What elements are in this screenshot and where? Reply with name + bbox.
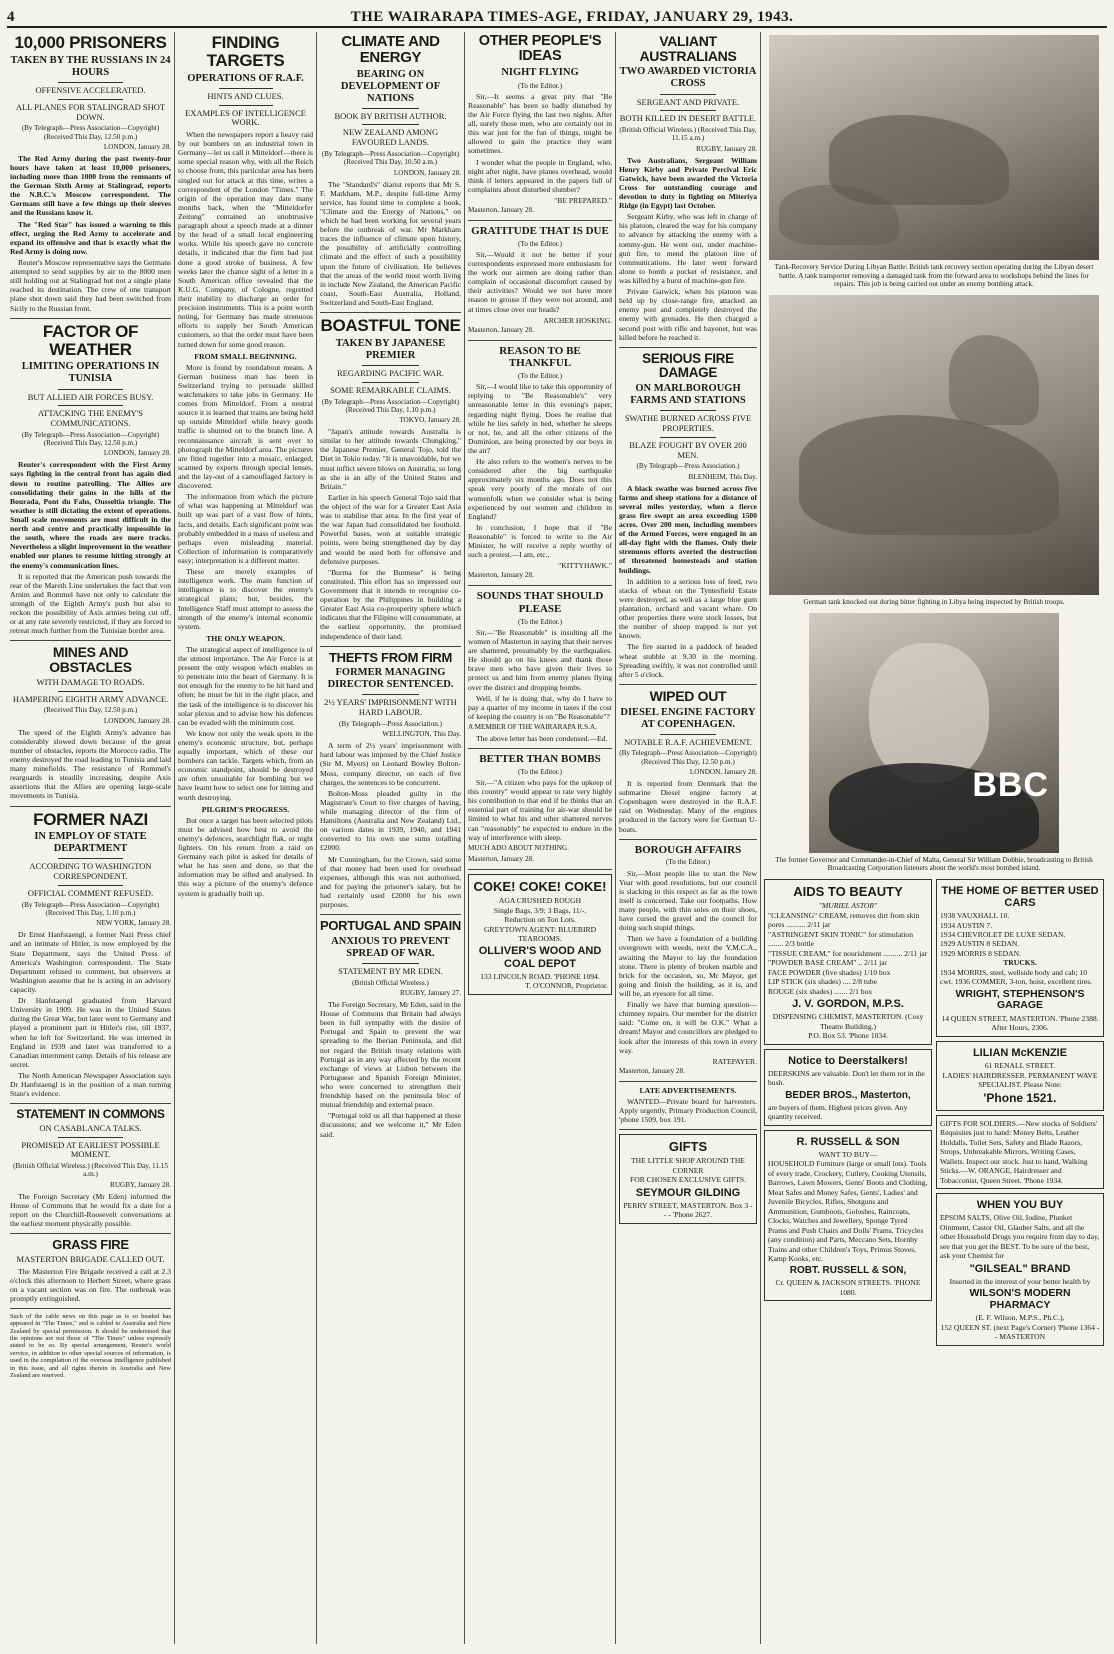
ad-name: OLLIVER'S WOOD AND COAL DEPOT — [478, 945, 602, 970]
dateline: RUGBY, January 28. — [110, 1180, 171, 1189]
ad-hairdresser — [936, 1041, 1104, 1111]
article-boastful — [320, 317, 461, 647]
letter-borough — [619, 844, 757, 1082]
ad-text: 1934 MORRIS, steel, wellside body and cab; 10 cwt. 1936 COMMER, 3-ton, hoist, excellent tires. — [940, 967, 1093, 987]
paragraph: The Foreign Secretary (Mr Eden) informed the House of Commons that he would fix a date for a report on the Churchill-Roosevelt conversations at the earliest moment physically possible. — [10, 1191, 171, 1229]
credit: (British Official Wireless.) (Received This Day, 11.15 a.m.) — [13, 1162, 168, 1179]
section-head: PILGRIM'S PROGRESS. — [201, 804, 290, 814]
footnote: Such of the cable news on this page as is so headed has appeared in "The Times," and is cabled to Australia and New Zealand by special permission. It should be understood that the opinions are not those of "The Times" unless expressly stated to be so. By special arrangement, Reuter's world service, in addition to other special sources of information, is used in the compilation of the overseas intelligence published in this issue, and all rights therein in Australia and New Zealand are reserved. — [10, 1313, 171, 1379]
ad-beauty — [764, 879, 932, 1045]
headline: FORMER NAZI — [33, 809, 148, 829]
subhead: ALL PLANES FOR STALINGRAD SHOT DOWN. — [15, 101, 166, 122]
paragraph: A term of 2½ years' imprisonment with hard labour was imposed by the Chief Justice (Sir M. Myers) on Leonard Bowley Bolton-Moss, company director, on each of five charges, the sentences to be concurrent. — [320, 741, 461, 787]
ad-item: 1929 AUSTIN 8 SEDAN. — [940, 939, 1020, 949]
subhead: OFFENSIVE ACCELERATED. — [35, 84, 146, 95]
subhead: ACCORDING TO WASHINGTON CORRESPONDENT. — [29, 861, 152, 882]
ad-russell — [764, 1130, 932, 1302]
headline: BOROUGH AFFAIRS — [634, 843, 742, 856]
paragraph: The strategical aspect of intelligence is of the utmost importance. The Air Force is at present the only weapon which enables us to penetrate into the heart of Germany. It is not enough for the enemy to be hit hard and often; he must be hit in the right place, and the task of the intelligence is to discover his solar plexus and to advise how his defences can be evaded with the minimum cost. — [178, 644, 313, 727]
headline: FACTOR OF WEATHER — [42, 321, 139, 359]
article-climate — [320, 34, 461, 313]
paragraph: Sir,—"Be Reasonable" is insulting all the women of Masterton in saying that their nerves are shattered, presumably by the earthquakes. He should go on his knees and thank those brave men who have given their lives to protect us and him from enemy planes flying over the district and dropping bombs. — [468, 627, 612, 692]
ad-coke — [468, 874, 612, 995]
letter-gratitude — [468, 225, 612, 341]
article-grassfire — [10, 1238, 171, 1309]
ad-line: GREYTOWN AGENT: BLUEBIRD TEAROOMS. — [483, 924, 597, 943]
paragraph: "Portugal told us all that happened at those discussions; and we welcome it," Mr Eden said. — [320, 1111, 461, 1139]
paragraph: Sergeant Kirby, who was left in charge of his platoon, cleared the way for his company to advance by attacking the enemy with a tommy-gun. He went out, under machine-gun fire, to mend the platoon line of communications. He later went forward alone to bomb a pocket of resistance, and was killed by a burst of machine-gun fire. — [619, 212, 757, 286]
article-thefts — [320, 651, 461, 916]
subhead: HINTS AND CLUES. — [207, 90, 284, 101]
ad-item: "TISSUE CREAM," for nourishment .......... 2/11 jar — [768, 948, 928, 958]
ad-item: "CLEANSING" CREAM, removes dirt from skin pores .......... 2/11 jar — [768, 910, 920, 930]
ad-headline: WHEN YOU BUY — [976, 1199, 1064, 1212]
ad-used-cars — [936, 879, 1104, 1037]
paragraph: I wonder what the people in England, who, night after night, have planes overhead, would think if letters appeared in the papers full of complaints about disturbed slumber? — [468, 157, 612, 194]
paragraph: A black swathe was burned across five farms and sheep stations for a distance of several miles yesterday, when a fierce grass fire swept an area exceeding 1500 acres. Over 200 men, including members of the Armed Forces, were engaged in an all-day fight with the flames. Only their strenuous efforts averted the destruction of threatened homesteads and station buildings. — [619, 483, 757, 575]
letter-bombs — [468, 753, 612, 870]
paragraph: These are merely examples of intelligence work. The main function of intelligence is to discover the enemy's strategical plans; but, besides, the Intelligence Staff must attempt to assess the strength of the enemy's internal economic system. — [178, 567, 313, 631]
paragraph: We know not only the weak spots in the enemy's economic structure, but, perhaps equally important, which of these our bombers can tackle. Targets which, from an economic standpoint, should be destroyed are often unsuitable for bombing but we have learnt how to select one for hitting and worth destroying. — [178, 728, 313, 802]
subhead: SERGEANT AND PRIVATE. — [636, 96, 740, 107]
article-wiped-out — [619, 689, 757, 840]
photo-caption: The former Governor and Commander-in-Chief of Malta, General Sir William Dobbie, broadcasting to British Broadcasting Corporation listeners about the world's most bombed island. — [775, 855, 1093, 873]
headline: THEFTS FROM FIRM — [328, 649, 453, 665]
ad-text: Inserted in the interest of your better health by — [949, 1276, 1091, 1286]
ad-text: GIFTS FOR SOLDIERS.—New stocks of Soldiers' Requisites just to hand: Money Belts, Leather Holdalls, Toilet Sets, Safety and Blade Razors, Strops, Unbreakable Mirrors, Writing Cases, Wallets. Inspect our stock. Just to hand, Walking Sticks.—W. ORANGE, Hairdresser and Tobacconist, Queen Street. 'Phone 1934. — [940, 1118, 1098, 1185]
column-6 — [761, 32, 1107, 1644]
deck: OPERATIONS OF R.A.F. — [187, 72, 304, 84]
signature: RATEPAYER. — [712, 1056, 757, 1066]
to-editor: (To the Editor.) — [517, 239, 562, 248]
ad-text: DEERSKINS are valuable. Don't let them rot in the bush. — [768, 1068, 925, 1088]
paragraph: Sir,—"A citizen who pays for the upkeep of this country" would appear to rate very highly his contribution to that end if he thinks that an essential part of training for air-war should be limited to what his and other shattered nerves can "reasonably" be expected to endure in the way of interference with sleep. — [468, 778, 612, 842]
subhead: OFFICIAL COMMENT REFUSED. — [27, 888, 154, 898]
deck: BEARING ON DEVELOPMENT OF NATIONS — [340, 68, 441, 104]
dateline: Masterton, January 28. — [468, 854, 534, 863]
paragraph: Bolton-Moss pleaded guilty in the Magistrate's Court to five charges of having, while managing director of the firm of Hamiltons (Australia and New Zealand) Ltd., on various dates in 1939, 1940, and 1941 converted to his own use sums totalling £2000. — [320, 788, 461, 853]
headline: BETTER THAN BOMBS — [479, 753, 601, 766]
credit: (By Telegraph—Press Association—Copyright) (Received This Day, 12.50 p.m.) — [21, 430, 160, 448]
dateline: BLENHEIM, This Day. — [688, 472, 757, 481]
column-3 — [317, 32, 465, 1644]
article-fire — [619, 352, 757, 685]
ad-address: Cr. QUEEN & JACKSON STREETS. 'PHONE 1080. — [775, 1278, 921, 1297]
ad-headline: GIFTS — [668, 1139, 708, 1155]
ad-line: AGA CRUSHED ROUGH — [498, 896, 582, 906]
paragraph: When the newspapers report a heavy raid by our bombers on an industrial town in Germany—let us call it Mitteldorf—there is some special reason why, with all the Reich to choose from, this particular area has been singled out for attack at this time, writes a correspondent of the London "Times." The origin of the operation may date many months back, when the "Mitteldorfer Zeitung" contained an unobtrusive paragraph about a speech made at a dinner by the head of a small local engineering works. While his speech gave no concrete details, it indicated that the firm had just done a good stroke of business. A few weeks later the chance sight of a letter in a South American office revealed that the K.U.G. Company, of Cologne, regretted their inability to discharge an order for precision instruments. This is a point worth noting, for Germany has made strenuous efforts to supply her South American customers, so that the order must have been turned down for some good reason. — [178, 130, 313, 349]
article-commons — [10, 1108, 171, 1234]
headline: BOASTFUL TONE — [320, 316, 461, 336]
paragraph: Mr Cunningham, for the Crown, said some of that money had been used for overhead expenses, although this was not authorised, and for paying the prisoner's salary, but he had certainly used £2000 for his own purposes. — [320, 854, 461, 910]
dateline: LONDON, January 28. — [103, 142, 171, 151]
section-head: FROM SMALL BEGINNING. — [194, 351, 297, 361]
ad-pharmacy — [936, 1193, 1104, 1346]
dateline: NEW YORK, January 28. — [96, 919, 171, 928]
subhead: REGARDING PACIFIC WAR. — [337, 368, 444, 379]
ad-line: FOR CHOSEN EXCLUSIVE GIFTS. — [629, 1175, 747, 1185]
article-portugal — [320, 919, 461, 1143]
ad-headline: Notice to Deerstalkers! — [788, 1054, 908, 1067]
ad-soldiers-gifts — [936, 1115, 1104, 1189]
ad-address: 133 LINCOLN ROAD. 'PHONE 1094. — [480, 971, 600, 981]
column-2 — [175, 32, 317, 1644]
subhead: STATEMENT BY MR EDEN. — [338, 965, 443, 976]
headline: FINDING TARGETS — [206, 33, 285, 70]
headline: WIPED OUT — [649, 687, 727, 704]
ad-brand: "MURIEL ASTOR" — [818, 901, 878, 911]
subhead: BUT ALLIED AIR FORCES BUSY. — [27, 391, 154, 402]
headline: CLIMATE AND ENERGY — [341, 33, 440, 66]
to-editor: (To the Editor.) — [665, 858, 710, 867]
ad-item: FACE POWDER (five shades) 1/10 box — [768, 967, 891, 977]
credit: (British Official Wireless.) — [352, 978, 429, 987]
article-prisoners — [10, 34, 171, 319]
dateline: LONDON, January 28. — [689, 768, 757, 777]
article-valiant — [619, 34, 757, 348]
headline: MINES AND OBSTACLES — [49, 644, 132, 676]
dateline: WELLINGTON, This Day. — [382, 730, 461, 739]
bbc-label: BBC — [972, 765, 1049, 804]
letter-night-flying — [468, 34, 612, 221]
paragraph: "Japan's attitude towards Australia is similar to her attitude towards Chungking," the Japanese Premier, General Tojo, told the Diet in Tokio today. "It is unavoidable, but we must inflict severe blows on Australia, so long as she is an ally of the United States and Britain." — [320, 427, 461, 491]
to-editor: (To the Editor.) — [517, 617, 562, 626]
subhead: 2½ YEARS' IMPRISONMENT WITH HARD LABOUR. — [324, 697, 457, 718]
ad-item: 1938 VAUXHALL 10. — [940, 911, 1010, 921]
ad-brand: "GILSEAL" BRAND — [969, 1262, 1071, 1275]
columns — [7, 32, 1107, 1644]
column-4 — [465, 32, 616, 1644]
ad-address: 152 QUEEN ST. (next Page's Corner) 'Phone 1364 - - MASTERTON — [940, 1322, 1100, 1342]
credit: (By Telegraph—Press Association—Copyright) (Received This Day, 1.10 p.m.) — [321, 397, 460, 414]
subhead: PROMISED AT EARLIEST POSSIBLE MOMENT. — [21, 1139, 160, 1160]
paragraph: Reuter's correspondent with the First Army says fighting in the central front has again died down to routine patrolling. The Allies are consolidating their gains in the hills of the Bourada, Pont du Fahs, Ousseltia triangle. The weather is still dictating the extent of operations. Small scale movements are most difficult in the north and centre and practically impossible in the south, where the roads are mere tracks. Nevertheless a slight improvement in the weather enabled our planes to resume hitting strongly at the enemy's communication lines. — [10, 460, 171, 570]
deck: TAKEN BY THE RUSSIANS IN 24 HOURS — [10, 54, 171, 78]
paragraph: The Red Army during the past twenty-four hours have taken at least 10,000 prisoners, including more than 1000 from the remnants of the German Sixth Army at Stalingrad, reports the N.B.C.'s Moscow correspondent. The Germans still have a few things up their sleeves and the Russians know it. — [10, 153, 171, 218]
deck: IN EMPLOY OF STATE DEPARTMENT — [34, 831, 147, 855]
ad-line: Single Bags, 3/9; 3 Bags, 11/-. — [493, 905, 587, 915]
ad-proprietor: T. O'CONNOR, Proprietor. — [525, 981, 608, 991]
deck: TWO AWARDED VICTORIA CROSS — [619, 66, 757, 90]
subhead: WITH DAMAGE TO ROADS. — [36, 676, 145, 687]
ad-sub: TRUCKS. — [1003, 958, 1037, 968]
paragraph: Finally we have that burning question—chimney repairs. Our member for the district said: "Come on, it will be O.K." What a dream! Mayor and councillors are pledged to look after the interests of this town in every way. — [619, 1000, 757, 1055]
ad-address: 14 QUEEN STREET, MASTERTON. 'Phone 2388. After Hours, 2306. — [941, 1014, 1099, 1033]
deck: TAKEN BY JAPANESE PREMIER — [335, 337, 446, 361]
paragraph: Then we have a foundation of a building overgrown with weeds, next the Y.M.C.A., awaiting the Mayor to lay the foundation stone. There is plenty of broken marble and brick for the occasion, so, Mr Mayor, get going and finish the building, as it is, and will be, an eyesore for all time. — [619, 934, 757, 999]
article-mines — [10, 645, 171, 806]
paragraph: Earlier in his speech General Tojo said that the object of the war for a Greater East Asia was to stabilise that area. In the first year of the war Japan had consolidated her foothold. Powerful bases, won at suitable strategic points, were being strengthened day by day and would be used both for offensive and defensive purposes. — [320, 492, 461, 566]
photo-caption: Tank-Recovery Service During Libyan Battle: British tank recovery section operating during the Libyan desert battle. A tank transporter removing a damaged tank from the forward area to workshops behind the lines for repairs. This job is being carried out under an enemy bombing attack. — [774, 263, 1094, 289]
to-editor: (To the Editor.) — [517, 767, 562, 776]
signature: "KITTYHAWK." — [558, 561, 612, 571]
dateline: Masterton, January 28. — [468, 205, 534, 214]
dateline: RUGBY, January 27. — [400, 989, 461, 998]
ad-phone: 'Phone 1521. — [983, 1090, 1057, 1105]
ads-right — [936, 879, 1104, 1350]
late-advertisements — [619, 1086, 757, 1130]
ad-address: 61 RENALL STREET. — [984, 1061, 1056, 1071]
paragraph: The North American Newspaper Association says Dr Hanfstaengl is in the position of a man turning State's evidence. — [10, 1070, 171, 1099]
headline: 10,000 PRISONERS — [14, 33, 167, 52]
ad-item: LIP STICK (six shades) .... 2/8 tube — [768, 977, 877, 987]
ad-name: BEDER BROS., Masterton, — [785, 1089, 911, 1101]
to-editor: (To the Editor.) — [517, 371, 562, 380]
ad-name: WILSON'S MODERN PHARMACY — [969, 1287, 1071, 1311]
paragraph: Dr Hanfstaengl graduated from Harvard University in 1909. He was in the United States during the Great War, but later went to Germany and played a prominent part in Hitler's rise, till 1937, when he left for Switzerland. He was interned in England in 1939 and later was transferred to a Canadian internment camp. Details of his release are secret. — [10, 996, 171, 1069]
ad-text: EPSOM SALTS, Olive Oil, Iodine, Plunket Ointment, Castor Oil, Glauber Salts, and all the other Household Drugs you require from day to day, see that you get the BEST. To be sure of the best, ask your Chemist for — [940, 1213, 1100, 1261]
article-nazi — [10, 811, 171, 1105]
paragraph: The Foreign Secretary, Mr Eden, said in the House of Commons that Britain had always been in full sympathy with the desire of Portugal and Spain to prevent the war spreading to the Iberian Peninsula, and did not regard the British treaty relations with Portugal as in any way affected by the recent exchange of views at Lisbon between the Portuguese and Spanish Foreign Minister, who were concerned to strengthen their friendship based on the peninsula bloc of mutual friendship and external peace. — [320, 1000, 461, 1110]
ad-line: THE LITTLE SHOP AROUND THE CORNER — [631, 1156, 745, 1175]
deck: FORMER MANAGING DIRECTOR SENTENCED. — [327, 667, 454, 691]
ad-name: J. V. GORDON, M.P.S. — [792, 997, 904, 1010]
headline: VALIANT AUSTRALIANS — [639, 33, 737, 64]
paragraph: Dr Ernst Hanfstaengl, a former Nazi Press chief and an intimate of Hitler, is now employed by the State Department, says the United Press of America's Washington correspondent. The State Department refused to comment, but observers at Washington assume that he is acting in an advisory capacity. — [10, 930, 171, 994]
ad-item: "ASTRINGENT SKIN TONIC" for stimulation ........ 2/3 bottle — [768, 929, 913, 949]
credit: (By Telegraph—Press Association—Copyright) (Received This Day, 12.50 p.m.) — [619, 749, 757, 766]
headline: SERIOUS FIRE DAMAGE — [642, 350, 734, 380]
photo-tank-recovery — [769, 35, 1099, 260]
ad-deerstalkers — [764, 1049, 932, 1126]
subhead: NEW ZEALAND AMONG FAVOURED LANDS. — [342, 127, 439, 148]
credit: (By Telegraph—Press Association—Copyright) (Received This Day, 12.50 p.m.) — [21, 124, 160, 141]
subhead: BLAZE FOUGHT BY OVER 200 MEN. — [629, 439, 747, 460]
page-number: 4 — [7, 9, 15, 25]
dateline: TOKYO, January 28. — [399, 416, 461, 425]
dateline: Masterton, January 28. — [468, 325, 534, 334]
paragraph: Private Gatwick, when his platoon was held up by close-range fire, attacked an enemy post and completely destroyed the enemy with grenades. He then charged a second post with rifle and bayonet, but was killed before he reached it. — [619, 287, 757, 342]
ad-sub: WANT TO BUY— — [818, 1149, 878, 1159]
paragraph: Sir,—I would like to take this opportunity of replying to "Be Reasonable's" very unreasonable letter in this evening's paper, regarding night flying. Does he realise that while he lies safely in bed, whether he sleeps or not, he, and all the other citizens of the Dominion, are being protected by our boys in the air? — [468, 382, 612, 455]
editor-note: The above letter has been condensed.—Ed. — [476, 733, 608, 743]
ad-desc: LADIES' HAIRDRESSER. PERMANENT WAVE SPECIALIST. Please Note: — [942, 1070, 1098, 1090]
paragraph: In conclusion, I hope that if "Be Reasonable" is forced to write to the Air Minister, he will receive a reply worthy of such a protest.—I am, etc., — [468, 522, 612, 560]
ad-headline: AIDS TO BEAUTY — [793, 883, 903, 899]
paragraph: The speed of the Eighth Army's advance has considerably slowed down because of the great number of obstacles, reports the Morocco radio. The enemy destroyed the road leading to Tunisia and laid many minefields. The resistance of Rommel's rearguards is steadily increasing, despite Axis assertions that the Allies are opening large-scale movements in Tunisia. — [10, 727, 171, 801]
subhead: HAMPERING EIGHTH ARMY ADVANCE. — [12, 693, 169, 704]
dateline: Masterton, January 28. — [619, 1066, 685, 1075]
ad-item: ROUGE (six shades) ....... 2/1 box — [768, 986, 873, 996]
paragraph: It is reported from Denmark that the submarine Diesel engine factory at Copenhagen were destroyed in the R.A.F. raid on Wednesday. Many of the engines produced in the factory were for German U-boats. — [619, 779, 757, 834]
paragraph: Sir,—Would it not be better if your correspondents expressed more enthusiasm for the work our airmen are doing rather than complain of occasional discomfort caused by their activities? Would we not have more reason to grouse if they were not around, and at times close over our heads? — [468, 249, 612, 314]
paragraph: The "Red Star" has issued a warning to this effect, urging the Red Army to accelerate and expand its offensive and that is exactly what the Red Army is doing now. — [10, 219, 171, 256]
ad-line: Reduction on Ton Lots. — [504, 915, 576, 925]
subhead: BOOK BY BRITISH AUTHOR. — [334, 110, 447, 121]
subhead: ON CASABLANCA TALKS. — [39, 1122, 142, 1133]
headline: PORTUGAL AND SPAIN — [320, 918, 461, 934]
ad-desc: DISPENSING CHEMIST, MASTERTON. (Cosy Theatre Building.) — [772, 1012, 924, 1031]
paragraph: The fire started in a paddock of headed wheat stubble at 9.30 in the morning. Spreading swiftly, it was not controlled until after 5 o'clock. — [619, 642, 757, 679]
ad-footer: ROBT. RUSSELL & SON, — [789, 1265, 907, 1277]
letter-thankful — [468, 345, 612, 587]
dateline: RUGBY, January 28. — [696, 144, 757, 153]
dateline: Masterton, January 28. — [468, 571, 534, 580]
deck: DIESEL ENGINE FACTORY AT COPENHAGEN. — [620, 706, 756, 730]
masthead-title: THE WAIRARAPA TIMES-AGE, FRIDAY, JANUARY 29, 1943. — [350, 9, 794, 25]
ad-item: 1929 MORRIS 8 SEDAN. — [940, 948, 1022, 958]
headline: GRATITUDE THAT IS DUE — [471, 224, 609, 237]
ad-address: PERRY STREET, MASTERTON. Box 3 - - - 'Phone 2627. — [623, 1200, 753, 1220]
paragraph: The "Standard's" diarist reports that Mr S. F. Markham, M.P., despite full-time Army service, has found time to complete a book, "Climate and the Energy of Nations," on which he had been working for several years before the outbreak of war. Mr Markham traces the influence of climate upon history, the possibility of artificially controlling climate and the effect of such a possibility upon the future of civilisation. He believes that the areas of the world most worth living in include New Zealand, the American Pacific coast, South-East Australia, Holland, Switzerland and South-East England. — [320, 179, 461, 307]
subhead: BOTH KILLED IN DESERT BATTLE. — [619, 113, 757, 124]
subhead: MASTERTON BRIGADE CALLED OUT. — [16, 1253, 165, 1264]
photo-caption: German tank knocked out during bitter fighting in Libya being inspected by British troops. — [803, 597, 1065, 606]
credit: (By Telegraph—Press Association.) — [339, 719, 442, 728]
paragraph: The information from which the picture of what was happening at Mitteldorf was built up was part of a vast flow of hints, facts, and details. Each significant point was probably embedded in a mass of useless and perhaps even misleading material. Collection of information is comparatively easy; interpretation is a different matter. — [178, 492, 313, 565]
credit: (British Official Wireless.) (Received This Day, 11.15 a.m.) — [619, 126, 757, 143]
credit: (By Telegraph—Press Association.) — [636, 462, 740, 471]
headline: GRASS FIRE — [52, 1237, 129, 1253]
deck: ON MARLBOROUGH FARMS AND STATIONS — [630, 383, 746, 407]
section-head: THE ONLY WEAPON. — [206, 633, 285, 643]
dateline: LONDON, January 28. — [103, 449, 171, 458]
dateline: LONDON, January 28. — [103, 716, 171, 725]
ad-address: P.O. Box 53. 'Phone 1034. — [808, 1031, 888, 1041]
headline: REASON TO BE THANKFUL — [499, 344, 581, 370]
letter-sounds — [468, 590, 612, 749]
subhead: EXAMPLES OF INTELLIGENCE WORK. — [185, 107, 306, 128]
subhead: SWATHE BURNED ACROSS FIVE PROPERTIES. — [624, 413, 752, 434]
to-editor: (To the Editor.) — [517, 81, 562, 90]
ad-headline: COKE! COKE! COKE! — [473, 878, 607, 894]
ad-item: 1934 AUSTIN 7. — [940, 920, 993, 930]
section-head: LATE ADVERTISEMENTS. — [639, 1085, 737, 1095]
paragraph: In addition to a serious loss of feed, two stacks of wheat on the Tyntesfield Estate were destroyed, as well as a large blue gum plantation, orchard and vacant whare. On other properties there were stock losses, but the number of sheep trapped is not yet known. — [619, 576, 757, 641]
ad-text: HOUSEHOLD Furniture (large or small lots). Tools of every trade, Crockery, Cutlery, Cooking Utensils, Barrows, Lawn Mowers, Gents' Boots and Clothing, Meat Safes and Money Safes, Gents', Ladies' and Juvenile Bicycles, Rifles, Shotguns and Ammunition, Gumboots, Goloshes, Raincoats, Clocks, Watches and Jewellery, Sponge Tyred Prams and Push Chairs and Dolls' Prams, Tricycles (any condition) and Parts, Meccano Sets, Hornby Trains and other Children's Toys, Primus Stoves, Kamp Kooks, etc. — [768, 1159, 928, 1263]
credit: (By Telegraph—Press Association—Copyright) (Received This Day, 10.50 a.m.) — [321, 149, 460, 167]
ad-text: are buyers of them. Highest prices given. Any quantity received. — [768, 1102, 908, 1122]
paragraph: More is found by roundabout means. A German business man has been in Switzerland trying to persuade skilled watchmakers to take jobs in Germany. He comes from Mitteldorf. From a neutral source it is learned that trains are being held up outside Mitteldorf while heavy goods traffic is shunted on to the branch line. A reconnaissance aircraft is sent over to photograph the Mitteldorf area. The pictures are fitted together into a mosaic, enlarged, scanned by experts through special lenses, and the lay-out of a camouflaged factory is discovered. — [178, 362, 313, 491]
ad-name: SEYMOUR GILDING — [635, 1186, 741, 1199]
article-weather — [10, 323, 171, 642]
deck: NIGHT FLYING — [501, 67, 579, 79]
dateline: LONDON, January 28. — [393, 168, 461, 177]
paragraph: But once a target has been selected pilots must be advised how best to avoid the enemy's defences, searchlight flak, or night fighters. On his return from a raid on Germany each pilot is asked for details of what he has seen and done, so that the information may be sifted and analysed. In this way a picture of the enemy's defence system is gradually built up. — [178, 815, 313, 898]
subhead: ATTACKING THE ENEMY'S COMMUNICATIONS. — [37, 408, 144, 429]
ad-gifts — [619, 1134, 757, 1224]
newspaper-page — [7, 4, 1107, 1644]
photo-dobbie-broadcast — [809, 613, 1059, 853]
signature: ARCHER HOSKING. — [543, 315, 612, 325]
masthead — [7, 4, 1107, 28]
paragraph: Sir,—Most people like to start the New Year with good resolutions, but our council is slacking in this respect as far as the town itself is concerned. Take our footpaths. How many people, with thin soles on their shoes, have cursed the gravel and the council for doing such stupid things. — [619, 868, 757, 933]
photo-german-tank — [769, 295, 1099, 595]
headline: OTHER PEOPLE'S IDEAS — [478, 33, 602, 65]
ad-headline: THE HOME OF BETTER USED CARS — [941, 884, 1099, 909]
deck: ANXIOUS TO PREVENT SPREAD OF WAR. — [331, 935, 450, 959]
paragraph: Sir,—It seems a great pity that "Be Reasonable" has been so badly disturbed by the Air Force flying the last two nights. After all, surely those men, who are certainly not in this war just for the fun of things, might be allowed to gain the practice they want sometimes. — [468, 91, 612, 156]
column-5 — [616, 32, 761, 1644]
paragraph: The Masterton Fire Brigade received a call at 2.3 o'clock this afternoon to Herbert Street, where grass on a vacant section was on fire. The outbreak was promptly extinguished. — [10, 1266, 171, 1303]
paragraph: Two Australians, Sergeant William Henry Kirby and Private Percival Eric Gatwick, have been awarded the Victoria Cross for outstanding courage and devotion to duty in fighting on Miteriya Ridge (in Egypt) last October. — [619, 155, 757, 211]
ad-item: "POWDER BASE CREAM" .. 2/11 jar — [768, 958, 888, 968]
credit: (By Telegraph—Press Association—Copyright) (Received This Day, 1.10 p.m.) — [21, 900, 160, 918]
ads-left — [764, 879, 932, 1350]
ads-area — [764, 879, 1104, 1350]
signature: "BE PREPARED." — [554, 195, 612, 205]
ad-desc: (E. F. Wilson, M.P.S., Ph.C.), — [975, 1313, 1065, 1323]
ad-name: WRIGHT, STEPHENSON'S GARAGE — [955, 987, 1085, 1012]
signature: A MEMBER OF THE WAIRARAPA R.S.A. — [468, 722, 597, 731]
credit: (Received This Day, 12.50 p.m.) — [43, 706, 138, 715]
ad-name: R. RUSSELL & SON — [796, 1135, 900, 1148]
paragraph: "Burma for the Burmese" is being constituted. This effort has so impressed our Government that it intends to recognise co-operation by the Philippines in building a Greater East Asia co-prosperity sphere which indicates that the Filipino will consummate, at the earliest opportunity, the promised independence of their land. — [320, 567, 461, 641]
article-targets — [178, 34, 313, 903]
subhead: NOTABLE R.A.F. ACHIEVEMENT. — [624, 736, 752, 747]
headline: STATEMENT IN COMMONS — [16, 1107, 165, 1122]
paragraph: Well, if he is doing that, why do I have to pay a quarter of my income in taxes if the cost of keeping the country is on "Be Reasonable"? — [468, 693, 612, 721]
paragraph: Reuter's Moscow representative says the Germans attempted to send supplies by air to the 8000 men still holding out at Stalingrad but not a single plane reached its destination. The crew of one transport plane shot down said they had been switched from Sicily to the Russian front. — [10, 258, 171, 313]
ad-item: 1934 CHEVROLET DE LUXE SEDAN. — [940, 930, 1066, 939]
ad-name: LILIAN McKENZIE — [972, 1046, 1068, 1059]
paragraph: WANTED—Private board for harvesters. Apply urgently, Primary Production Council, 'phone 1509, box 191. — [619, 1096, 757, 1125]
signature: MUCH ADO ABOUT NOTHING. — [468, 843, 569, 852]
deck: LIMITING OPERATIONS IN TUNISIA — [21, 361, 160, 385]
headline: SOUNDS THAT SHOULD PLEASE — [476, 590, 604, 615]
paragraph: He also refers to the women's nerves to be considered after the big earthquake approximately six months ago. Does not this speak very poorly of the morale of our womenfolk when we consider what is being experienced by our women and children in England? — [468, 457, 612, 521]
subhead: SOME REMARKABLE CLAIMS. — [330, 384, 451, 395]
column-1 — [7, 32, 175, 1644]
paragraph: It is reported that the American push towards the rear of the Mareth Line undertakes the fact that von Arnim and Rommel have not only to calculate the strength of the Eighth Army's push but also to reckon the possibility of Axis armies being cut off, or at any rate severely restricted, if they are forced to retreat much further from the Tunisian border area. — [10, 571, 171, 636]
